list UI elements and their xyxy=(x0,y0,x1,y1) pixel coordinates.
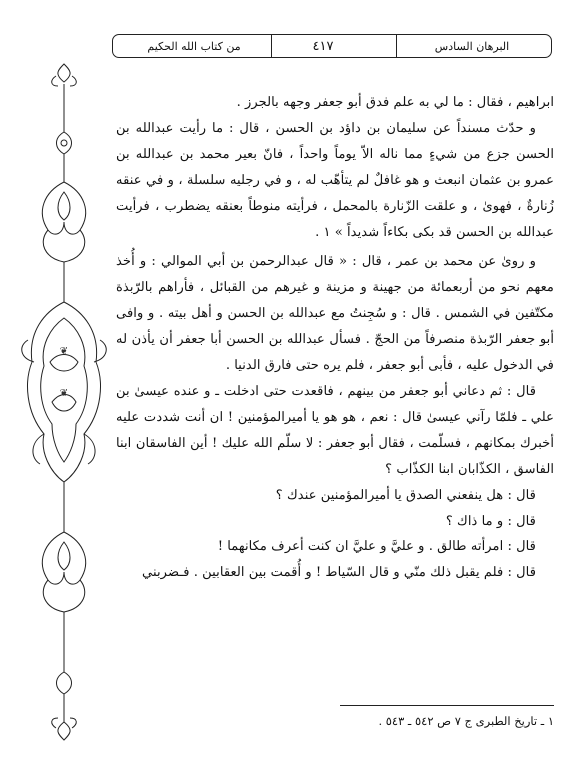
paragraph: و روىٰ عن محمد بن عمر ، قال : « قال عبدالرحمن بن أبي الموالي : و أُخذ معهم نحو من أربعمائة من جهينة و مزينة و غيرهم من القبائل ، فأراهم بالرّبذة مكتّفين في الشمس . قال : و سُجِنتُ مع عبدالله بن الحسن و أهل بيته . و وافى أبو جعفر الرّبذة منصرفاً من الحجّ . فسأل عبدالله بن الحسن أبا جعفر أن يأذن له في الدخول عليه ، فأبى أبو جعفر ، فلم يره حتى فارق الدنيا . xyxy=(116,254,554,374)
paragraph: قال : ثم دعاني أبو جعفر من بينهم ، فاقعدت حتى ادخلت ـ و عنده عيسىٰ بن علي ـ فلمّا رآني عيسىٰ قال : نعم ، هو هو يا أميرالمؤمنين ! ان أنت شددت عليه أخبرك بمكانهم ، فسلّمت ، فقال أبو جعفر : لا سلّم الله عليك ! أين الفاسقان ابنا الفاسق ، الكذّابان ابنا الكذّاب ؟ xyxy=(116,383,554,477)
top-finial-icon xyxy=(58,64,70,82)
svg-text:❦: ❦ xyxy=(59,388,69,399)
page-number: ٤١٧ xyxy=(312,38,334,54)
paragraph: ابراهيم ، فقال : ما لي به علم فدق أبو جعفر وجهه بالجرز . xyxy=(236,95,554,110)
ornamental-border xyxy=(14,62,114,742)
paragraph: و حدّث مسنداً عن سليمان بن داؤد بن الحسن ، قال : ما رأيت عبدالله بن الحسن جزع من شيءٍ مما ناله الاّ يوماً واحداً ، فانّ بعير محمد بن عبدالله بن عمرو بن عثمان انبعث و هو غافلٌ لم يتأهّب له ، و في رجليه سلسلة ، و في عنقه زُنارةٌ ، فهوىٰ ، و علقت الزّنارة بالمحمل ، فرأيته منوطاً بعنقه يضطرب ، فرأيت عبدالله بن الحسن قد بكى بكاءاً شديداً » ١ . xyxy=(116,120,554,240)
bottom-finial-icon xyxy=(58,722,70,740)
running-header xyxy=(112,34,552,58)
header-book-title: من كتاب الله الحكيم xyxy=(117,35,272,57)
paragraph: قال : هل ينفعني الصدق يا أميرالمؤمنين عندك ؟ xyxy=(275,487,536,503)
lotus-ornament-icon xyxy=(42,182,85,234)
footnote-divider xyxy=(340,705,554,706)
header-chapter-title: البرهان السادس xyxy=(396,35,547,57)
footnote: ١ ـ تاريخ الطبرى ج ٧ ص ٥٤٢ ـ ٥٤٣ . xyxy=(378,714,554,728)
paragraph: قال : فلم يقبل ذلك منّي و قال السّياط ! و أُقمت بين العقابين . فـضربني xyxy=(142,565,536,581)
paragraph: قال : امرأته طالق . و عليَّ و عليَّ ان كنت أعرف مكانهما ! xyxy=(217,539,536,555)
svg-text:❦: ❦ xyxy=(59,346,69,357)
paragraph: قال : و ما ذاك ؟ xyxy=(445,513,536,529)
body-text xyxy=(116,90,554,586)
